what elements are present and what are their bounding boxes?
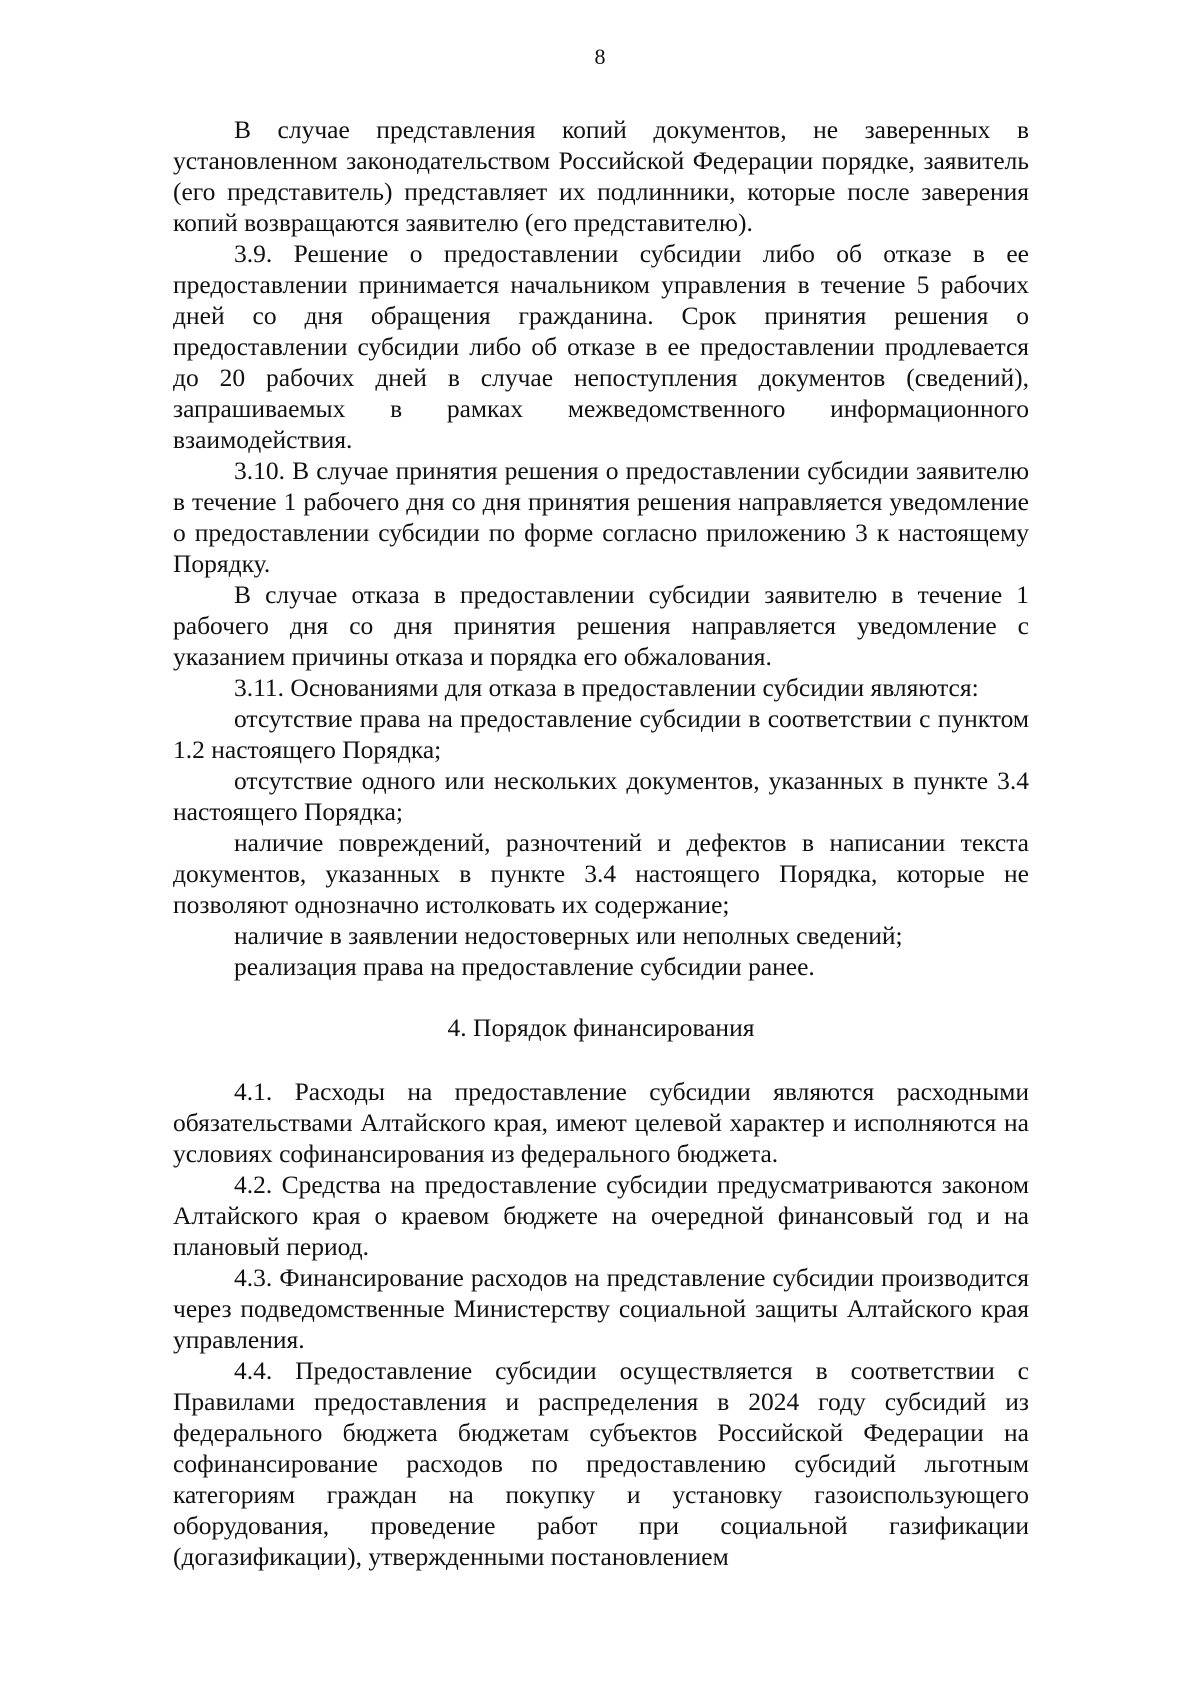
paragraph-copies-of-documents: В случае представления копий документов, не заверенных в установленном законодательством Российской Федерации порядке, заявитель (его представитель) представляет их подлинники, которые после заверения копий возвращаются заявителю (его представителю). (173, 115, 1029, 237)
list-item-missing-documents: отсутствие одного или нескольких документов, указанных в пункте 3.4 настоящего Порядка; (173, 766, 1029, 826)
list-item-unreliable-info: наличие в заявлении недостоверных или неполных сведений; (234, 921, 903, 950)
paragraph-4-4-provision: 4.4. Предоставление субсидии осуществляется в соответствии с Правилами предоставления и распределения в 2024 году субсидий из федерального бюджета бюджетам субъектов Российской Федерации на софинансирование расходов по предоставлению субсидий льготным категориям граждан на покупку и установку газоиспользующего оборудования, проведение работ при социальной газификации (догазификации), утвержденными постановлением (173, 1356, 1029, 1571)
paragraph-refusal-notification: В случае отказа в предоставлении субсидии заявителю в течение 1 рабочего дня со дня принятия решения направляется уведомление с указанием причины отказа и порядка его обжалования. (173, 580, 1029, 671)
paragraph-4-3-financing: 4.3. Финансирование расходов на представление субсидии производится через подведомственные Министерству социальной защиты Алтайского края управления. (173, 1263, 1029, 1354)
document-body (173, 114, 1029, 1572)
paragraph-3-11-grounds: 3.11. Основаниями для отказа в предоставлении субсидии являются: (234, 673, 979, 702)
paragraph-4-1-expenses: 4.1. Расходы на предоставление субсидии являются расходными обязательствами Алтайского края, имеют целевой характер и исполняются на условиях софинансирования из федерального бюджета. (173, 1077, 1029, 1168)
list-item-no-right: отсутствие права на предоставление субсидии в соответствии с пунктом 1.2 настоящего Порядка; (173, 704, 1029, 764)
paragraph-4-2-funds: 4.2. Средства на предоставление субсидии предусматриваются законом Алтайского края о краевом бюджете на очередной финансовый год и на плановый период. (173, 1170, 1029, 1261)
list-item-right-realized: реализация права на предоставление субсидии ранее. (234, 952, 815, 981)
page-number: 8 (594, 44, 606, 69)
list-item-document-defects: наличие повреждений, разночтений и дефектов в написании текста документов, указанных в пункте 3.4 настоящего Порядка, которые не позволяют однозначно истолковать их содержание; (173, 828, 1029, 919)
paragraph-3-10-notification: 3.10. В случае принятия решения о предоставлении субсидии заявителю в течение 1 рабочего дня со дня принятия решения направляется уведомление о предоставлении субсидии по форме согласно приложению 3 к настоящему Порядку. (173, 456, 1029, 578)
paragraph-3-9-decision: 3.9. Решение о предоставлении субсидии либо об отказе в ее предоставлении принимается начальником управления в течение 5 рабочих дней со дня обращения гражданина. Срок принятия решения о предоставлении субсидии либо об отказе в ее предоставлении продлевается до 20 рабочих дней в случае непоступления документов (сведений), запрашиваемых в рамках межведомственного информационного взаимодействия. (173, 239, 1029, 454)
section-heading: 4. Порядок финансирования (447, 1013, 755, 1042)
